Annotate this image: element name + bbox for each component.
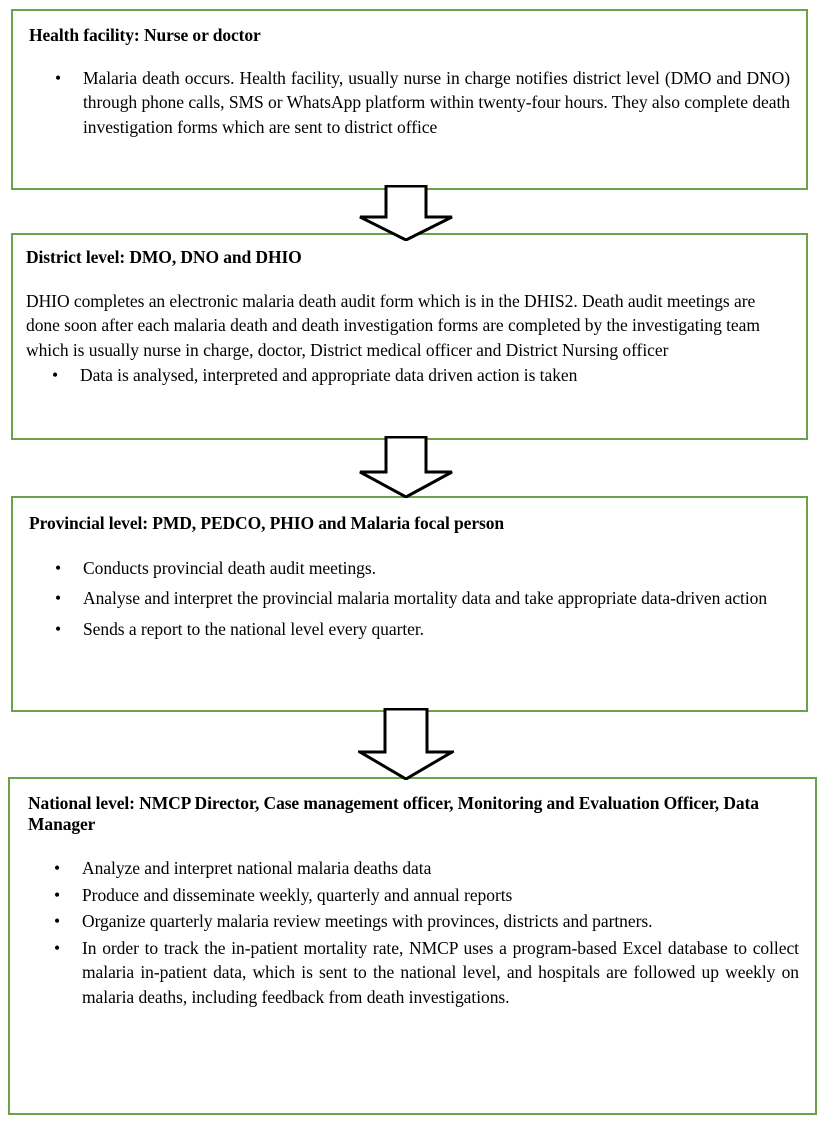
list-item	[28, 936, 799, 1010]
bullet-icon: •	[55, 557, 62, 578]
down-arrow-icon	[358, 708, 454, 780]
list-item	[29, 66, 790, 140]
stage-bullet-list-district-level	[26, 363, 790, 388]
list-item	[29, 586, 790, 611]
stage-heading-national-level: National level: NMCP Director, Case management officer, Monitoring and Evaluation Officer, Data Manager	[28, 793, 759, 834]
stage-box-national-level	[8, 777, 817, 1115]
bullet-icon: •	[54, 858, 61, 879]
stage-box-health-facility	[11, 9, 808, 190]
list-item	[29, 556, 790, 581]
list-item	[28, 856, 799, 881]
list-item-text: Sends a report to the national level every quarter.	[83, 618, 425, 639]
bullet-icon: •	[55, 618, 62, 639]
bullet-icon: •	[54, 911, 61, 932]
list-item-text: Produce and disseminate weekly, quarterly and annual reports	[82, 884, 513, 905]
stage-heading-provincial-level: Provincial level: PMD, PEDCO, PHIO and Malaria focal person	[29, 513, 504, 533]
list-item-text: Organize quarterly malaria review meetings with provinces, districts and partners.	[82, 911, 653, 932]
bullet-icon: •	[55, 588, 62, 609]
stage-bullet-list-provincial-level	[29, 556, 790, 642]
list-item-text: Conducts provincial death audit meetings.	[83, 557, 376, 578]
list-item	[29, 617, 790, 642]
list-item	[26, 363, 790, 388]
list-item-text: In order to track the in-patient mortality rate, NMCP uses a program-based Excel database to collect malaria in-patient data, which is sent to the national level, and hospitals are followed up weekly on malaria deaths, including feedback from death investigations.	[82, 937, 799, 1007]
stage-box-provincial-level	[11, 496, 808, 712]
stage-heading-health-facility: Health facility: Nurse or doctor	[29, 25, 261, 45]
list-item-text: Malaria death occurs. Health facility, usually nurse in charge notifies district level (DMO and DNO) through phone calls, SMS or WhatsApp platform within twenty-four hours. They also complete death investigation forms which are sent to district office	[83, 67, 790, 137]
stage-heading-district-level: District level: DMO, DNO and DHIO	[26, 247, 302, 267]
down-arrow-icon	[358, 185, 454, 241]
stage-bullet-list-national-level	[28, 856, 799, 1009]
bullet-icon: •	[54, 937, 61, 958]
bullet-icon: •	[55, 67, 62, 88]
stage-bullet-list-health-facility	[29, 66, 790, 140]
stage-box-district-level	[11, 233, 808, 440]
list-item	[28, 909, 799, 934]
stage-paragraph-district-level: DHIO completes an electronic malaria death audit form which is in the DHIS2. Death audit meetings are done soon after each malaria death and death investigation forms are completed by the investigating team which is usually nurse in charge, doctor, District medical officer and District Nursing officer	[26, 290, 760, 360]
list-item-text: Data is analysed, interpreted and appropriate data driven action is taken	[80, 365, 578, 386]
list-item	[28, 883, 799, 908]
list-item-text: Analyze and interpret national malaria deaths data	[82, 858, 432, 879]
bullet-icon: •	[52, 365, 59, 386]
bullet-icon: •	[54, 884, 61, 905]
down-arrow-icon	[358, 436, 454, 498]
list-item-text: Analyse and interpret the provincial malaria mortality data and take appropriate data-driven action	[83, 588, 768, 609]
